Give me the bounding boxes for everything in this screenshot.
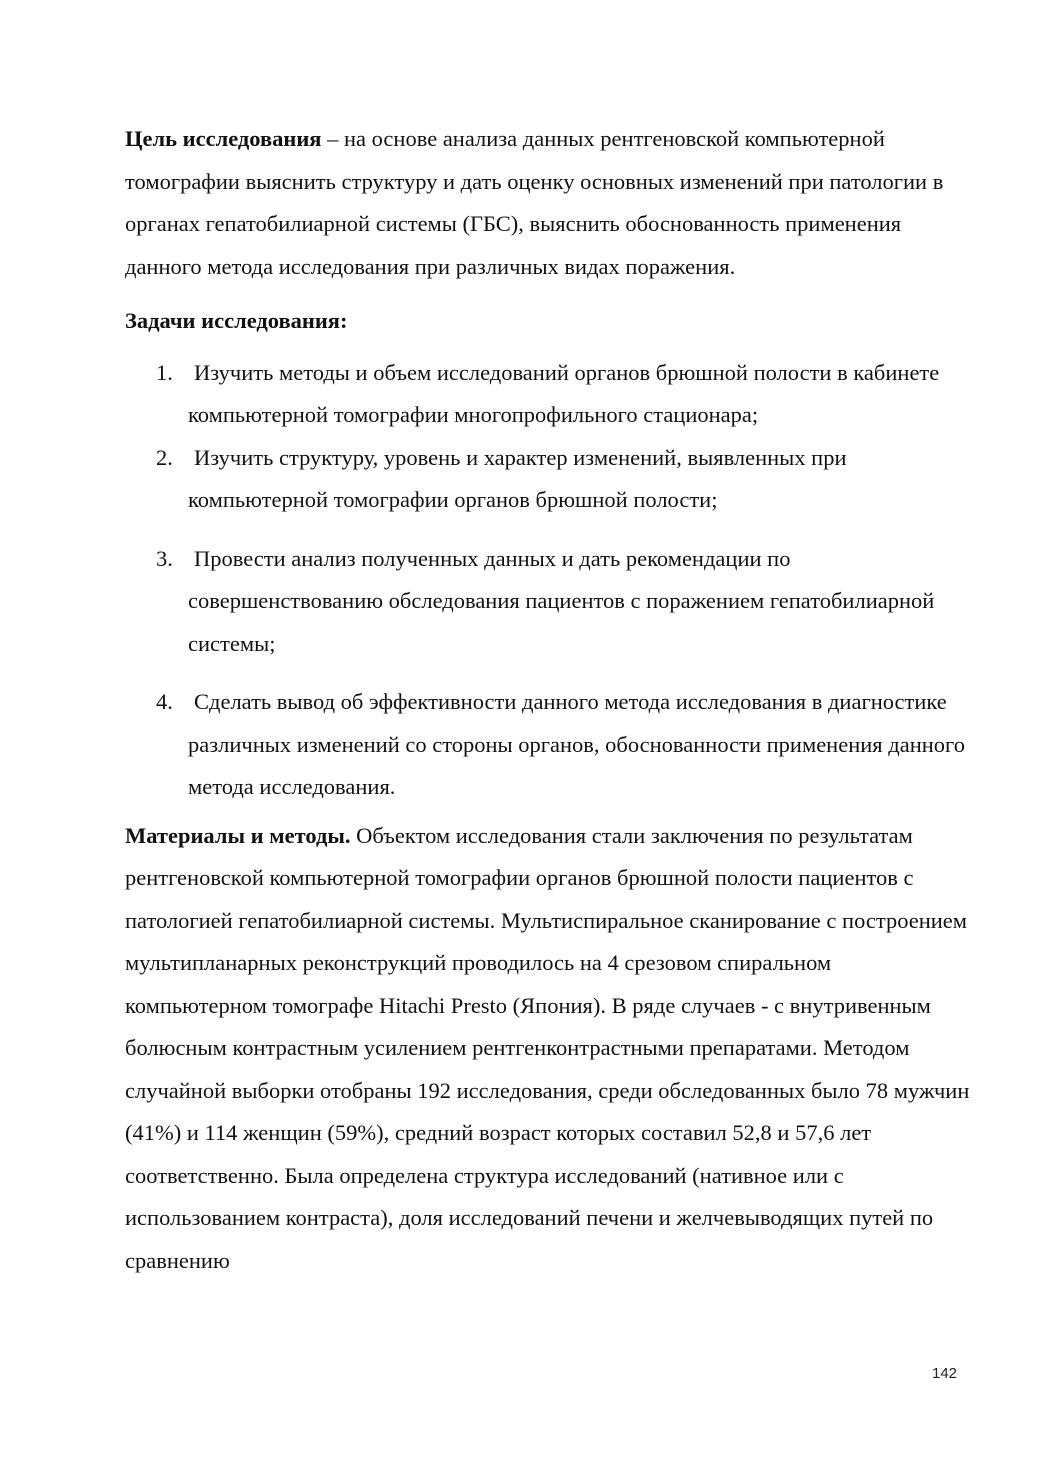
task-item-1 — [125, 352, 975, 437]
task-item-3 — [125, 538, 975, 666]
goal-text: – на основе анализа данных рентгеновской компьютерной томографии выяснить структуру и дать оценку основных изменений при патологии в органах гепатобилиарной системы (ГБС), выяснить обоснованность применения данного метода исследования при различных видах поражения. — [125, 126, 944, 279]
task-item-4 — [125, 681, 975, 809]
task-number: 2. — [156, 444, 173, 470]
tasks-heading: Задачи исследования: — [125, 308, 348, 333]
task-item-2 — [125, 437, 975, 522]
materials-text: Объектом исследования стали заключения по результатам рентгеновской компьютерной томографии органов брюшной полости пациентов с патологией гепатобилиарной системы. Мультиспиральное сканирование с построением мультипланарных реконструкций проводилось на 4 срезовом спиральном компьютерном томографе Hitachi Presto (Япония). В ряде случаев - с внутривенным болюсным контрастным усилением рентгенконтрастными препаратами. Методом случайной выборки отобраны 192 исследования, среди обследованных было 78 мужчин (41%) и 114 женщин (59%), средний возраст которых составил 52,8 и 57,6 лет соответственно. Была определена структура исследований (нативное или с использованием контраста), доля исследований печени и желчевыводящих путей по сравнению — [125, 822, 970, 1273]
task-text: Изучить структуру, уровень и характер изменений, выявленных при компьютерной томографии органов брюшной полости; — [188, 444, 847, 512]
goal-paragraph — [125, 118, 975, 288]
task-text: Изучить методы и объем исследований органов брюшной полости в кабинете компьютерной томографии многопрофильного стационара; — [188, 359, 940, 427]
tasks-list — [125, 352, 975, 809]
task-number: 1. — [156, 359, 173, 385]
task-number: 3. — [156, 545, 173, 571]
goal-heading: Цель исследования — [125, 126, 322, 151]
materials-paragraph — [125, 815, 975, 1283]
page-number: 142 — [932, 1365, 958, 1382]
task-text: Сделать вывод об эффективности данного метода исследования в диагностике различных изменений со стороны органов, обоснованности применения данного метода исследования. — [188, 689, 965, 799]
materials-heading: Материалы и методы. — [125, 822, 351, 848]
task-number: 4. — [156, 689, 173, 714]
document-page — [125, 118, 975, 1282]
task-text: Провести анализ полученных данных и дать рекомендации по совершенствованию обследования пациентов с поражением гепатобилиарной системы; — [188, 545, 935, 656]
